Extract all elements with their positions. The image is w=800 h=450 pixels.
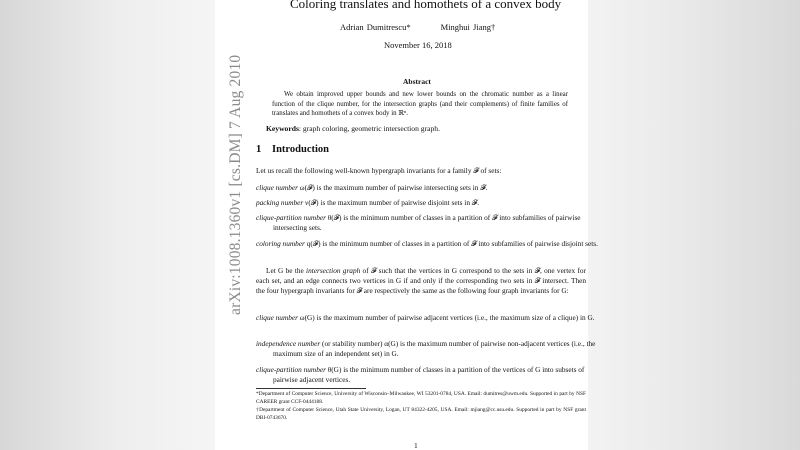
graph-definition-item: independence number (or stability number) α(G) is the maximum number of pairwise non-adjacent vertices (i.e., the maximum size of an independent set) in G. <box>256 339 596 359</box>
definition-item: coloring number q(𝓕) is the minimum number of classes in a partition of 𝓕 into subfamilies of pairwise disjoint sets. <box>256 239 598 248</box>
author-2: Minghui Jiang† <box>440 22 496 32</box>
keywords-label: Keywords <box>266 124 299 133</box>
section-title: Introduction <box>272 144 329 155</box>
paper-date: November 16, 2018 <box>384 40 452 50</box>
viewer-right-margin <box>588 0 800 450</box>
graph-definition-item: clique-partition number θ(G) is the minimum number of classes in a partition of the vertices of G into subsets of pairwise adjacent vertices. <box>256 365 585 385</box>
footnote-rule <box>256 388 366 389</box>
intro-line: Let us recall the following well-known hypergraph invariants for a family 𝓕 of sets: <box>256 166 502 175</box>
section-heading <box>256 144 329 155</box>
paper-title: Coloring translates and homothets of a convex body <box>290 0 562 11</box>
footnote-2: †Department of Computer Science, Utah State University, Logan, UT 84322-4205, USA. Email: mjiang@cc.usu.edu. Supported in part by NSF grant DBI-0743670. <box>256 407 586 421</box>
abstract-heading: Abstract <box>403 77 431 86</box>
author-1: Adrian Dumitrescu* <box>340 22 411 32</box>
page-number: 1 <box>414 441 418 450</box>
author-line <box>340 22 495 32</box>
abstract-text: We obtain improved upper bounds and new lower bounds on the chromatic number as a linear function of the clique number, for the intersection graphs (and their complements) of finite families of translates and homothets of a convex body in ℝⁿ. <box>272 91 568 118</box>
definition-item: clique number ω(𝓕) is the maximum number of pairwise intersecting sets in 𝓕. <box>256 183 488 192</box>
section-number: 1 <box>256 144 262 155</box>
definition-item: clique-partition number θ(𝓕) is the minimum number of classes in a partition of 𝓕 into subfamilies of pairwise intersecting sets. <box>256 213 581 233</box>
definition-item: packing number ν(𝓕) is the maximum number of pairwise disjoint sets in 𝓕. <box>256 198 480 207</box>
footnote-1: *Department of Computer Science, University of Wisconsin–Milwaukee, WI 53201-0784, USA. Email: dumitres@uwm.edu. Supported in part by NSF CAREER grant CCF-0444188. <box>256 391 586 405</box>
keywords-line <box>266 124 440 133</box>
viewer-left-margin <box>0 0 215 450</box>
intersection-graph-paragraph: Let G be the intersection graph of 𝓕 such that the vertices in G correspond to the sets in 𝓕, one vertex for each set, and an edge connects two vertices in G if and only if the corresponding two sets in 𝓕 intersect. Then the four hypergraph invariants for 𝓕 are respectively the same as the following four graph invariants for G: <box>256 266 586 296</box>
arxiv-identifier-stamp: arXiv:1008.1360v1 [cs.DM] 7 Aug 2010 <box>227 54 244 315</box>
keywords-text: : graph coloring, geometric intersection graph. <box>298 124 440 133</box>
graph-definition-item: clique number ω(G) is the maximum number of pairwise adjacent vertices (i.e., the maximum size of a clique) in G. <box>256 313 595 322</box>
